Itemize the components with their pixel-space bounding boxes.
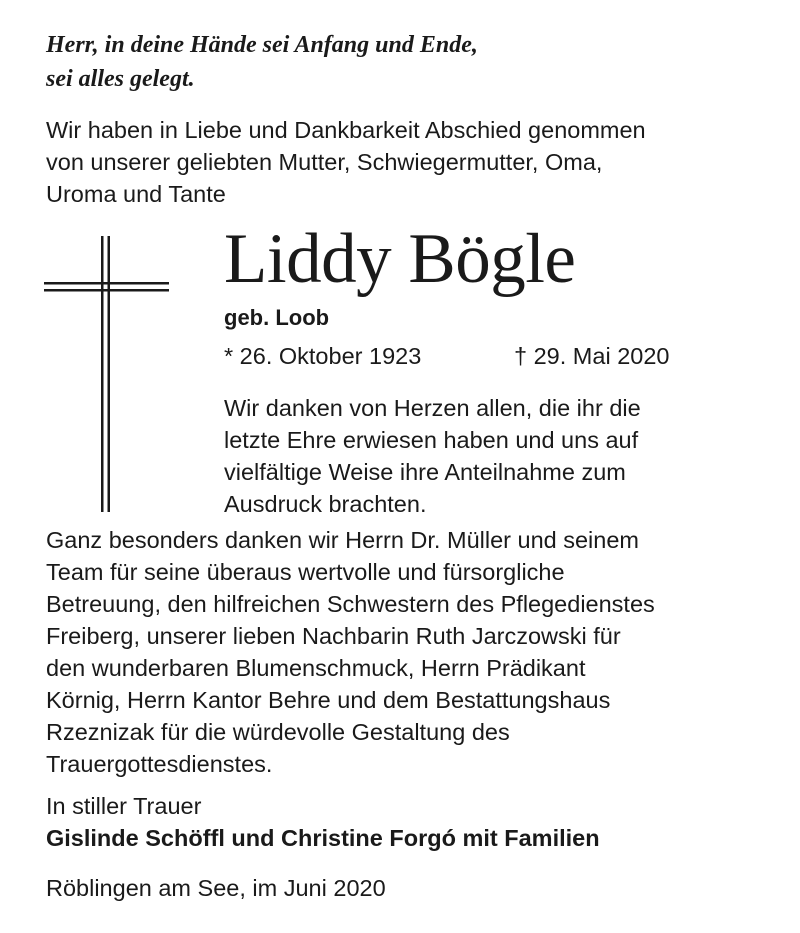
thanks-text: [224, 392, 784, 520]
intro-line: von unserer geliebten Mutter, Schwiegermutter, Oma,: [46, 149, 603, 175]
mourning-phrase: In stiller Trauer: [46, 793, 202, 819]
mourners-block: [46, 790, 786, 854]
maiden-name: geb. Loob: [224, 305, 330, 330]
special-thanks-line: Freiberg, unserer lieben Nachbarin Ruth Jarczowski für: [46, 623, 621, 649]
bible-verse-line: sei alles gelegt.: [46, 66, 195, 92]
bible-verse-line: Herr, in deine Hände sei Anfang und Ende,: [46, 32, 478, 58]
special-thanks-line: Ganz besonders danken wir Herrn Dr. Müller und seinem: [46, 527, 639, 553]
place-and-date: Röblingen am See, im Juni 2020: [46, 875, 386, 901]
deceased-name: Liddy Bögle: [224, 220, 576, 298]
special-thanks-text: [46, 524, 786, 780]
thanks-line: vielfältige Weise ihre Anteilnahme zum: [224, 459, 626, 485]
thanks-line: Ausdruck brachten.: [224, 491, 427, 517]
thanks-line: Wir danken von Herzen allen, die ihr die: [224, 395, 641, 421]
cross-icon: [44, 236, 169, 512]
special-thanks-line: Trauergottesdienstes.: [46, 751, 273, 777]
special-thanks-line: Rzeznizak für die würdevolle Gestaltung des: [46, 719, 510, 745]
intro-line: Wir haben in Liebe und Dankbarkeit Abschied genommen: [46, 117, 646, 143]
special-thanks-line: Betreuung, den hilfreichen Schwestern des Pflegedienstes: [46, 591, 655, 617]
special-thanks-line: den wunderbaren Blumenschmuck, Herrn Prädikant: [46, 655, 586, 681]
bible-verse: [46, 28, 766, 96]
intro-line: Uroma und Tante: [46, 181, 226, 207]
birth-date: * 26. Oktober 1923: [224, 343, 422, 369]
intro-text: [46, 114, 776, 210]
death-date: † 29. Mai 2020: [514, 343, 670, 369]
special-thanks-line: Team für seine überaus wertvolle und fürsorgliche: [46, 559, 565, 585]
special-thanks-line: Körnig, Herrn Kantor Behre und dem Bestattungshaus: [46, 687, 611, 713]
life-dates: [224, 340, 784, 372]
mourners-names: Gislinde Schöffl und Christine Forgó mit Familien: [46, 825, 600, 851]
thanks-line: letzte Ehre erwiesen haben und uns auf: [224, 427, 639, 453]
